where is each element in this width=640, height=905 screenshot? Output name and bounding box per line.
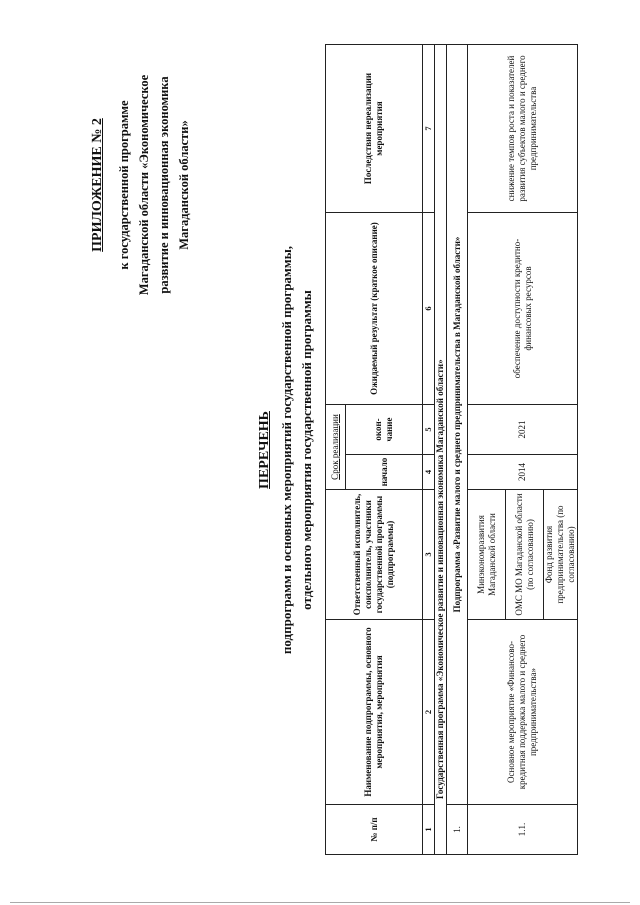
- item-responsible: Фонд развития предпринимательства (по согласованию): [544, 490, 578, 620]
- column-number: 1: [423, 805, 435, 855]
- header-end: окон-чание: [346, 405, 423, 455]
- header-name: Наименование подпрограммы, основного мероприятия, мероприятия: [326, 620, 423, 805]
- header-result: Ожидаемый результат (краткое описание): [326, 213, 423, 405]
- item-name: Основное мероприятие «Финансово-кредитная поддержка малого и среднего предпринимательства»: [468, 620, 578, 805]
- header-term: Срок реализации: [326, 405, 346, 490]
- item-end: 2021: [468, 405, 578, 455]
- heading-title: ПЕРЕЧЕНЬ: [257, 411, 272, 489]
- heading-line: отдельного мероприятия государственной программы: [299, 290, 314, 610]
- subprogram-name: Подпрограмма «Развитие малого и среднего предпринимательства в Магаданской области»: [447, 45, 468, 805]
- scan-edge: [10, 902, 630, 903]
- column-number: 3: [423, 490, 435, 620]
- appendix-title: ПРИЛОЖЕНИЕ № 2: [90, 118, 105, 252]
- item-start: 2014: [468, 455, 578, 490]
- appendix-line: Магаданской области «Экономическое: [137, 74, 151, 296]
- appendix-line: развитие и инновационная экономика: [157, 76, 171, 294]
- column-number: 5: [423, 405, 435, 455]
- subprogram-num: 1.: [447, 805, 468, 855]
- appendix-header: [88, 50, 194, 320]
- column-number: 6: [423, 213, 435, 405]
- column-number: 7: [423, 45, 435, 213]
- heading-line: подпрограмм и основных мероприятий государственной программы,: [279, 245, 294, 655]
- header-start: начало: [346, 455, 423, 490]
- program-table: [325, 44, 578, 855]
- header-num: № п/п: [326, 805, 423, 855]
- header-responsible: Ответственный исполнитель, соисполнитель, участники государственной программы (подпрограммы): [326, 490, 423, 620]
- appendix-line: Магаданской области»: [177, 120, 191, 250]
- header-consequences: Последствия нереализации мероприятия: [326, 45, 423, 213]
- appendix-line: к государственной программе: [117, 100, 131, 270]
- item-num: 1.1.: [468, 805, 578, 855]
- item-result: обеспечение доступности кредитно-финансовых ресурсов: [468, 213, 578, 405]
- state-program-row: Государственная программа «Экономическое развитие и инновационная экономика Магаданской области»: [435, 45, 447, 855]
- column-number: 4: [423, 455, 435, 490]
- item-responsible: Минэкономразвития Магаданской области: [468, 490, 506, 620]
- item-consequences: снижение темпов роста и показателей развития субъектов малого и среднего предпринимательства: [468, 45, 578, 213]
- document-heading: [255, 145, 317, 755]
- item-responsible: ОМС МО Магаданской области (по согласованию): [506, 490, 544, 620]
- column-number: 2: [423, 620, 435, 805]
